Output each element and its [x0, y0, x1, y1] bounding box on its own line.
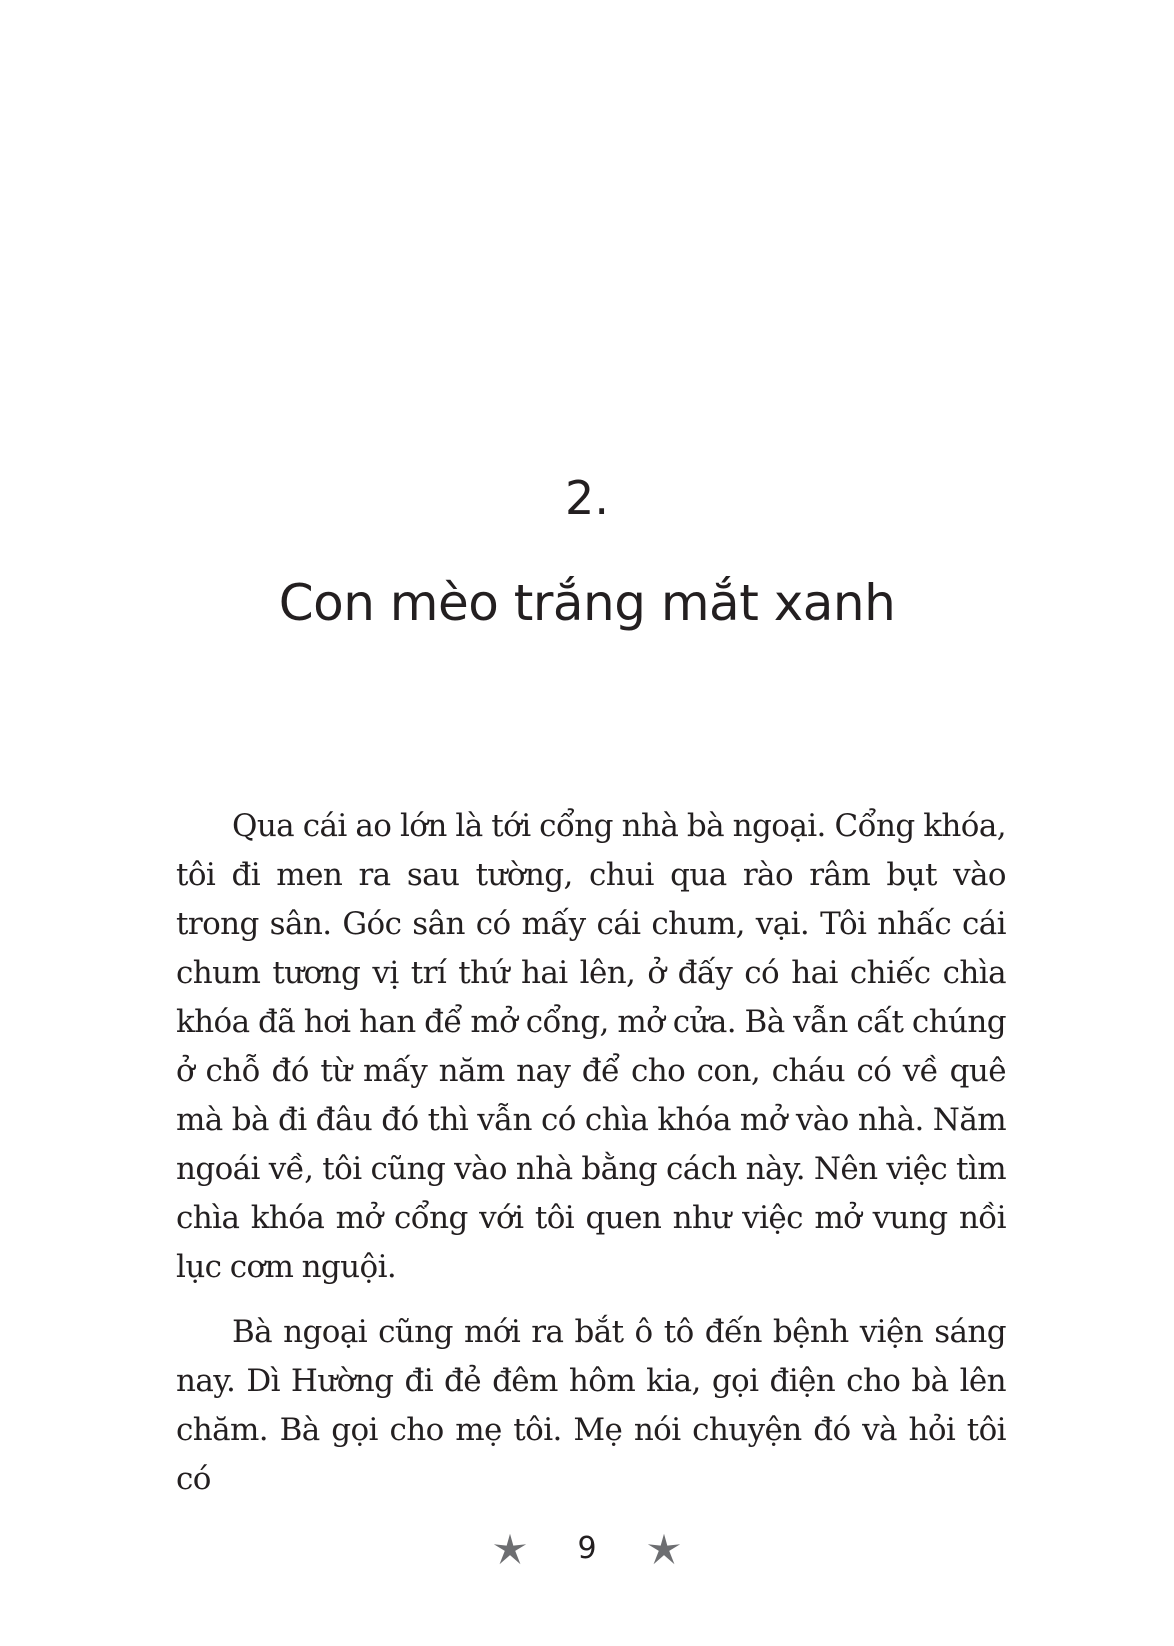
chapter-number: 2. [565, 471, 609, 525]
paragraph: Bà ngoại cũng mới ra bắt ô tô đến bệnh viện sáng nay. Dì Hường đi đẻ đêm hôm kia, gọi điện cho bà lên chăm. Bà gọi cho mẹ tôi. Mẹ nói chuyện đó và hỏi tôi có [176, 1314, 1006, 1497]
page-footer [0, 1530, 1174, 1568]
star-icon [645, 1530, 683, 1568]
star-icon [491, 1530, 529, 1568]
page-number: 9 [577, 1531, 597, 1566]
chapter-title: Con mèo trắng mắt xanh [278, 574, 896, 632]
paragraph: Qua cái ao lớn là tới cổng nhà bà ngoại. Cổng khóa, tôi đi men ra sau tường, chui qua rào râm bụt vào trong sân. Góc sân có mấy cái chum, vại. Tôi nhấc cái chum tương vị trí thứ hai lên, ở đấy có hai chiếc chìa khóa đã hơi han để mở cổng, mở cửa. Bà vẫn cất chúng ở chỗ đó từ mấy năm nay để cho con, cháu có về quê mà bà đi đâu đó thì vẫn có chìa khóa mở vào nhà. Năm ngoái về, tôi cũng vào nhà bằng cách này. Nên việc tìm chìa khóa mở cổng với tôi quen như việc mở vung nồi lục cơm nguội. [176, 808, 1006, 1285]
body-text [176, 802, 1006, 1520]
